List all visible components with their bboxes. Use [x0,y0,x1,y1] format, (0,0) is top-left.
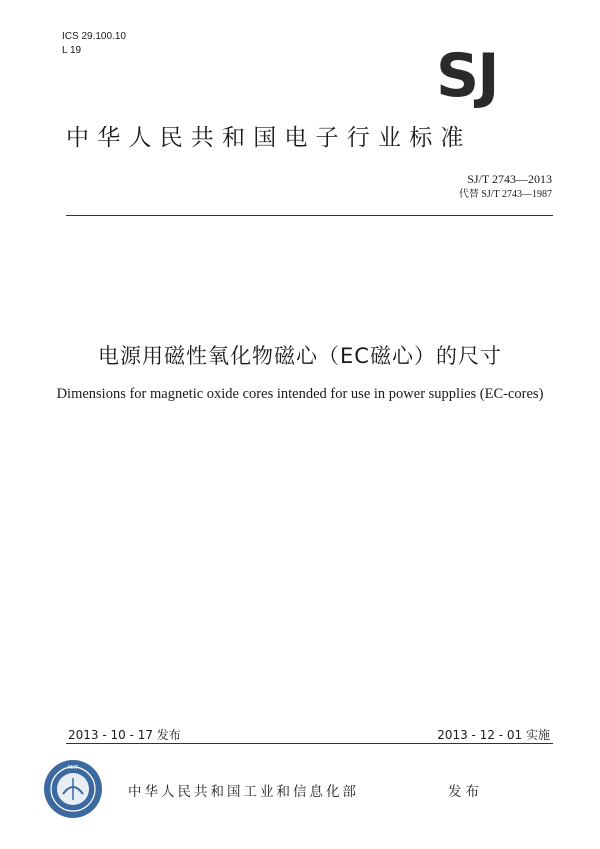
standard-type-heading: 中华人民共和国电子行业标准 [66,125,472,151]
sj-logo: SJ [436,41,498,111]
classification-code: L 19 [62,45,82,56]
replaces-code: 代替 SJ/T 2743—1987 [458,189,552,200]
issue-date: 2013 - 10 - 17 发布 [68,728,181,742]
title-chinese: 电源用磁性氧化物磁心（EC磁心）的尺寸 [98,344,502,368]
document-code-block [459,171,552,202]
effective-date: 2013 - 12 - 01 实施 [437,728,550,742]
standard-code: SJ/T 2743—2013 [467,172,552,186]
bottom-divider [66,743,553,744]
ministry-seal [42,758,104,820]
seal-label: MIIT [67,765,79,771]
top-divider [66,215,553,216]
publisher-action: 发布 [448,784,483,800]
title-english: Dimensions for magnetic oxide cores intended for use in power supplies (EC-cores) [56,386,544,402]
ics-code: ICS 29.100.10 [62,31,126,42]
publisher-name: 中华人民共和国工业和信息化部 [128,784,359,800]
classification-block [62,30,126,58]
